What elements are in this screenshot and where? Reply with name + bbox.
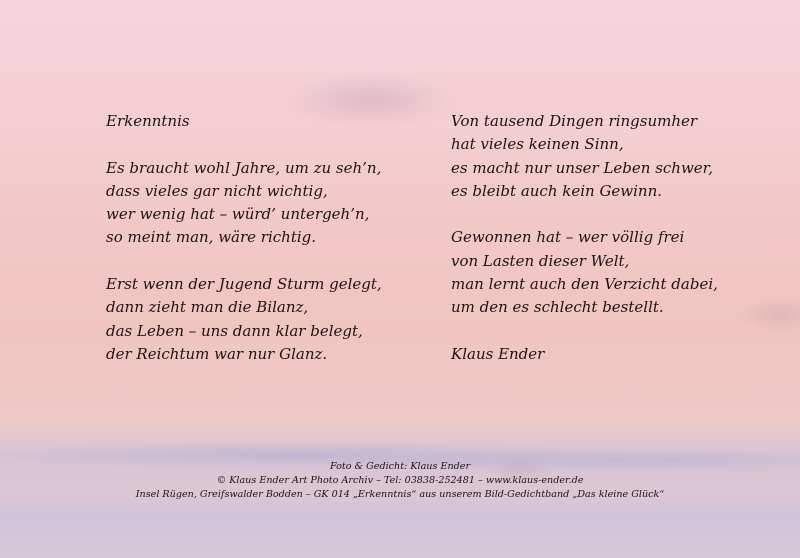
credits-footer [0,460,800,501]
credit-line-copyright: © Klaus Ender Art Photo Archiv – Tel: 03838-252481 – www.klaus-ender.de [216,474,584,486]
stanza-gap [106,133,426,156]
stanza-gap [106,250,426,273]
poem-line: Von tausend Dingen ringsumher [451,112,698,130]
poem-line: wer wenig hat – würd’ untergeh’n, [106,205,370,224]
poem-left-column [106,110,426,366]
poem-right-column [451,110,751,366]
poem-line: Gewonnen hat – wer völlig frei [451,228,685,247]
poem-line: dass vieles gar nicht wichtig, [106,181,328,200]
poem-line: Es braucht wohl Jahre, um zu seh’n, [106,158,382,177]
poem-line: um den es schlecht bestellt. [451,298,664,317]
stanza-gap [451,203,751,226]
poem-line: hat vieles keinen Sinn, [451,135,624,154]
poem-line: dann zieht man die Bilanz, [106,298,309,317]
poem-line: das Leben – uns dann klar belegt, [106,321,363,340]
credit-line-author: Foto & Gedicht: Klaus Ender [329,461,471,472]
poem-line: man lernt auch den Verzicht dabei, [451,275,718,294]
poem-line: der Reichtum war nur Glanz. [106,344,328,363]
credit-line-source: Insel Rügen, Greifswalder Bodden – GK 014 „Erkenntnis“ aus unserem Bild-Gedichtband „Das kleine Glück“ [135,488,665,500]
poem-line: Erst wenn der Jugend Sturm gelegt, [106,275,382,294]
poem-line: von Lasten dieser Welt, [451,251,630,270]
stanza-gap [451,320,751,343]
poem-author: Klaus Ender [451,344,545,363]
poem-line: es bleibt auch kein Gewinn. [451,181,663,200]
poem-line: so meint man, wäre richtig. [106,228,317,247]
poem-line: es macht nur unser Leben schwer, [451,158,713,177]
poem-title: Erkenntnis [106,112,190,130]
